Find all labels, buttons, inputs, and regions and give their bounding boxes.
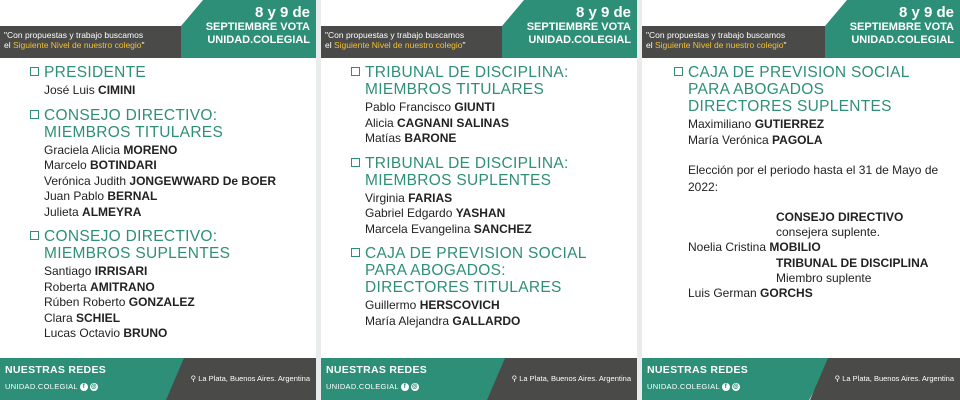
last-name: GIUNTI xyxy=(454,100,496,114)
location-text: La Plata, Buenos Aires. Argentina xyxy=(519,374,631,383)
facebook-icon[interactable]: f xyxy=(80,383,88,391)
instagram-icon[interactable]: ◎ xyxy=(732,382,739,390)
quote-suffix: " xyxy=(141,40,145,50)
last-name: MORENO xyxy=(123,142,178,157)
last-name: ALMEYRA xyxy=(82,204,142,219)
candidate-name xyxy=(365,222,631,238)
name-list xyxy=(351,298,631,329)
vote-day: 8 y 9 de xyxy=(898,4,954,21)
candidate-name xyxy=(365,314,631,330)
candidate-name xyxy=(44,326,310,342)
candidate-name xyxy=(44,143,310,159)
social-label: NUESTRAS REDES xyxy=(647,364,749,376)
handle-text: UNIDAD.COLEGIAL xyxy=(5,382,78,391)
cd-person xyxy=(688,240,954,256)
cd-title-text: CONSEJO DIRECTIVO xyxy=(776,210,904,224)
last-name: YASHAN xyxy=(455,206,506,220)
section-heading xyxy=(30,107,310,141)
candidate-name xyxy=(365,116,631,132)
vote-day: 8 y 9 de xyxy=(254,4,310,21)
first-name: Juan Pablo xyxy=(44,189,108,203)
vote-date xyxy=(206,4,310,47)
first-name: Lucas Octavio xyxy=(44,326,124,340)
heading-line: TRIBUNAL DE DISCIPLINA: xyxy=(365,154,569,172)
heading-line: MIEMBROS SUPLENTES xyxy=(44,245,231,262)
social-handle[interactable] xyxy=(326,382,419,391)
candidate-name xyxy=(688,117,954,133)
section-heading xyxy=(30,64,310,81)
quote-line-2 xyxy=(325,40,466,50)
candidate-name xyxy=(365,131,631,147)
vote-month: SEPTIEMBRE VOTA xyxy=(849,21,954,33)
name-list xyxy=(30,264,310,342)
election-note xyxy=(674,162,954,196)
last-name: CIMINI xyxy=(98,83,136,97)
footer xyxy=(321,358,637,400)
candidate-name xyxy=(44,264,310,280)
header-banner xyxy=(0,0,316,58)
section xyxy=(674,64,954,148)
first-name: Marcela Evangelina xyxy=(365,221,474,236)
instagram-icon[interactable]: ◎ xyxy=(411,382,418,390)
first-name: Marcelo xyxy=(44,158,91,172)
location-text: La Plata, Buenos Aires. Argentina xyxy=(198,374,310,383)
first-name: Guillermo xyxy=(365,298,420,312)
location-pin-icon: ⚲ xyxy=(190,374,197,383)
facebook-icon[interactable]: f xyxy=(722,383,730,391)
quote-line-1: "Con propuestas y trabajo buscamos xyxy=(646,30,786,40)
first-name: Graciela Alicia xyxy=(44,142,124,157)
section xyxy=(351,64,631,147)
substitutes-block xyxy=(674,210,954,301)
name-list xyxy=(351,100,631,147)
first-name: María Verónica xyxy=(688,132,773,147)
instagram-icon[interactable]: ◎ xyxy=(90,382,97,390)
heading-line: DIRECTORES TITULARES xyxy=(365,279,562,296)
section xyxy=(30,107,310,221)
heading-line: MIEMBROS TITULARES xyxy=(44,123,224,141)
last-name: GALLARDO xyxy=(452,313,521,328)
checkbox-icon xyxy=(30,231,39,240)
last-name: SANCHEZ xyxy=(473,221,532,236)
heading-line: MIEMBROS TITULARES xyxy=(365,81,545,98)
social-label: NUESTRAS REDES xyxy=(5,364,107,376)
checkbox-icon xyxy=(30,67,39,76)
social-handle[interactable] xyxy=(5,382,98,391)
last-name: GUTIERREZ xyxy=(754,117,825,131)
section-heading xyxy=(674,64,954,115)
td-title-text: TRIBUNAL DE DISCIPLINA xyxy=(776,255,929,270)
last-name: GONZALEZ xyxy=(128,295,195,309)
last-name: JONGEWWARD De BOER xyxy=(129,173,277,188)
handle-text: UNIDAD.COLEGIAL xyxy=(647,382,720,391)
candidate-name xyxy=(688,133,954,149)
section-heading xyxy=(351,245,631,296)
quote-suffix: " xyxy=(783,40,787,50)
section-heading xyxy=(351,64,631,98)
quote-prefix: el xyxy=(4,40,13,50)
footer xyxy=(642,358,960,400)
candidate-list xyxy=(674,64,954,301)
last-name: BOTINDARI xyxy=(90,158,157,172)
first-name: Santiago xyxy=(44,264,95,278)
first-name: Alicia xyxy=(365,115,398,130)
checkbox-icon xyxy=(351,248,360,257)
candidate-name xyxy=(44,189,310,205)
cd-role: consejera suplente. xyxy=(776,225,881,239)
checkbox-icon xyxy=(674,67,683,76)
vote-date xyxy=(527,4,631,47)
first-name: Maximiliano xyxy=(688,117,755,131)
candidate-name xyxy=(44,205,310,221)
quote-line-2 xyxy=(4,40,145,50)
checkbox-icon xyxy=(30,110,39,119)
vote-org: UNIDAD.COLEGIAL xyxy=(207,34,310,46)
election-line-1: Elección por el periodo hasta el 31 de Mayo de xyxy=(688,163,939,177)
heading-line: PRESIDENTE xyxy=(44,64,147,81)
heading-line: PARA ABOGADOS xyxy=(688,81,825,98)
candidate-list xyxy=(30,64,310,342)
section xyxy=(30,228,310,342)
candidate-name xyxy=(44,174,310,190)
candidate-name xyxy=(44,83,310,99)
first-name: Roberta xyxy=(44,279,91,294)
handle-text: UNIDAD.COLEGIAL xyxy=(326,382,399,391)
candidate-name xyxy=(44,280,310,296)
candidate-name xyxy=(365,100,631,116)
checkbox-icon xyxy=(351,158,360,167)
section xyxy=(351,245,631,329)
campaign-quote xyxy=(4,30,145,50)
checkbox-icon xyxy=(351,67,360,76)
campaign-quote xyxy=(646,30,787,50)
location-pin-icon: ⚲ xyxy=(834,374,841,383)
last-name: MOBILIO xyxy=(769,240,821,254)
last-name: BARONE xyxy=(404,131,457,145)
location xyxy=(191,374,310,383)
location xyxy=(512,374,631,383)
name-list xyxy=(30,83,310,99)
location-text: La Plata, Buenos Aires. Argentina xyxy=(842,374,954,383)
candidate-list xyxy=(351,64,631,329)
vote-month: SEPTIEMBRE VOTA xyxy=(526,21,631,33)
election-line-2: 2022: xyxy=(688,180,719,194)
header-banner xyxy=(321,0,637,58)
panel-3 xyxy=(642,0,960,400)
location xyxy=(835,374,954,383)
heading-line: CONSEJO DIRECTIVO: xyxy=(44,106,218,124)
heading-line: DIRECTORES SUPLENTES xyxy=(688,98,892,115)
panel-2 xyxy=(321,0,637,400)
first-name: Matías xyxy=(365,131,405,145)
social-handle[interactable] xyxy=(647,382,740,391)
quote-line-1: "Con propuestas y trabajo buscamos xyxy=(325,30,465,40)
first-name: Noelia Cristina xyxy=(688,240,770,254)
last-name: BRUNO xyxy=(123,326,168,340)
first-name: Verónica Judith xyxy=(44,173,130,188)
quote-suffix: " xyxy=(462,40,466,50)
header-banner xyxy=(642,0,960,58)
quote-highlight: Siguiente Nivel de nuestro colegio xyxy=(654,40,784,50)
vote-org: UNIDAD.COLEGIAL xyxy=(528,34,631,46)
section-heading xyxy=(30,228,310,262)
name-list xyxy=(30,143,310,221)
social-label: NUESTRAS REDES xyxy=(326,364,428,376)
td-person xyxy=(688,286,954,302)
quote-highlight: Siguiente Nivel de nuestro colegio xyxy=(333,40,463,50)
quote-prefix: el xyxy=(325,40,334,50)
first-name: María Alejandra xyxy=(365,313,453,328)
quote-line-2 xyxy=(646,40,787,50)
candidate-name xyxy=(365,206,631,222)
candidate-name xyxy=(365,191,631,207)
last-name: CAGNANI SALINAS xyxy=(397,115,510,130)
vote-day: 8 y 9 de xyxy=(575,4,631,21)
heading-line: TRIBUNAL DE DISCIPLINA: xyxy=(365,64,569,81)
vote-month: SEPTIEMBRE VOTA xyxy=(205,21,310,33)
cd-title xyxy=(688,210,954,225)
candidate-name xyxy=(44,311,310,327)
heading-line: CAJA DE PREVISION SOCIAL xyxy=(365,245,587,262)
heading-line: CONSEJO DIRECTIVO: xyxy=(44,228,218,245)
last-name: GORCHS xyxy=(760,285,813,300)
vote-date xyxy=(850,4,954,47)
section-heading xyxy=(351,155,631,189)
last-name: HERSCOVICH xyxy=(419,298,500,312)
td-role: Miembro suplente xyxy=(776,270,872,285)
first-name: Gabriel Edgardo xyxy=(365,206,456,220)
name-list xyxy=(351,191,631,238)
heading-line: PARA ABOGADOS: xyxy=(365,262,506,279)
panel-1 xyxy=(0,0,316,400)
td-title xyxy=(688,256,954,271)
name-list xyxy=(674,117,954,148)
section xyxy=(351,155,631,238)
first-name: Virginia xyxy=(365,190,409,205)
campaign-quote xyxy=(325,30,466,50)
quote-highlight: Siguiente Nivel de nuestro colegio xyxy=(12,40,142,50)
heading-line: MIEMBROS SUPLENTES xyxy=(365,171,552,189)
heading-line: CAJA DE PREVISION SOCIAL xyxy=(688,64,910,81)
candidate-name xyxy=(44,158,310,174)
last-name: PAGOLA xyxy=(772,132,823,147)
first-name: Julieta xyxy=(44,204,83,219)
last-name: SCHIEL xyxy=(76,310,121,325)
quote-line-1: "Con propuestas y trabajo buscamos xyxy=(4,30,144,40)
first-name: José Luis xyxy=(44,83,99,97)
section xyxy=(30,64,310,99)
first-name: Pablo Francisco xyxy=(365,100,455,114)
first-name: Rúben Roberto xyxy=(44,295,129,309)
vote-org: UNIDAD.COLEGIAL xyxy=(851,34,954,46)
last-name: BERNAL xyxy=(107,189,158,203)
candidate-name xyxy=(365,298,631,314)
candidate-name xyxy=(44,295,310,311)
location-pin-icon: ⚲ xyxy=(511,374,518,383)
last-name: AMITRANO xyxy=(90,279,155,294)
facebook-icon[interactable]: f xyxy=(401,383,409,391)
footer xyxy=(0,358,316,400)
first-name: Luis German xyxy=(688,285,761,300)
quote-prefix: el xyxy=(646,40,655,50)
last-name: IRRISARI xyxy=(94,264,148,278)
first-name: Clara xyxy=(44,310,77,325)
last-name: FARIAS xyxy=(408,190,453,205)
